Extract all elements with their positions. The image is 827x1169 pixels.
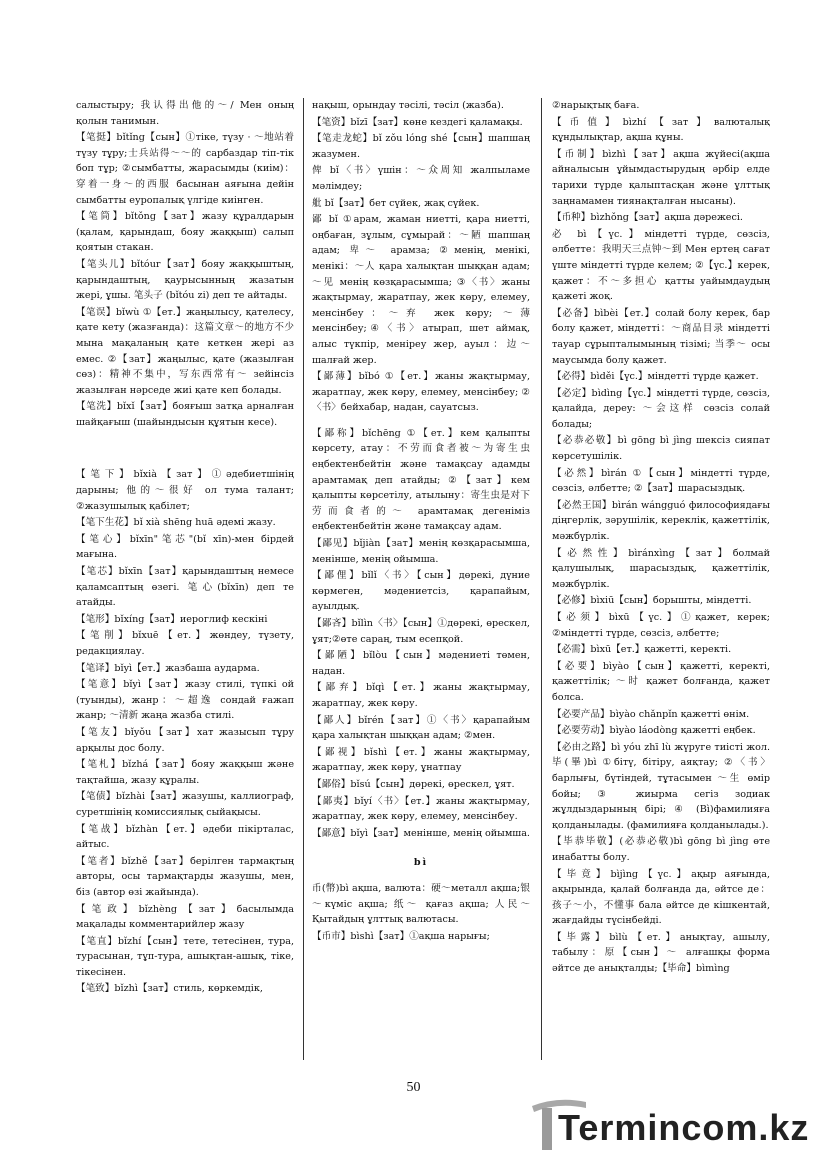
- entry: 【必备】bìbèi【ет.】солай болу керек, бар болу қажет, міндетті：～商品目录 міндетті тауар сұрыпталымының тізімі; 当季～ осы маусымда болу қажет.: [552, 307, 770, 366]
- entry: 【毕露】bìlù【ет.】анықтау, ашылу, табылу：原【сын】～ алғашқы форма әйтсе де анықталды;【毕命】bìmìng: [552, 931, 770, 975]
- termincom-logo: [528, 1094, 818, 1154]
- column-middle: [312, 98, 530, 1063]
- entry: 【鄙吝】bǐlìn〈书〉【сын】①дөрекі, өрескел, ұят;②өте сараң, тым есепқой.: [312, 618, 530, 645]
- entry: 【必然性】bìránxìng【зат】болмай қалушылық, шарасыздық, қажеттілік, мәжбүрлік.: [552, 547, 770, 590]
- entry: 【笔洗】bǐxǐ【зат】бояғыш затқа арналған шайқағыш (шайындысын құятын кесе).: [76, 401, 294, 428]
- column-divider: [541, 98, 542, 1060]
- entry: 【笔者】bǐzhě【зат】берілген тармақтың авторы, осы тармақтарды жазушы, мен, біз (автор өзі жайында).: [76, 855, 294, 898]
- entry: 【鄙见】bǐjiàn【зат】менің көзқарасымша, менінше, менің ойымша.: [312, 538, 530, 565]
- entry: 【笔心】bǐxīn"笔芯"(bǐ xīn)-мен бірдей мағына.: [76, 533, 294, 561]
- entry: 【笔芯】bǐxīn【зат】қарындаштың немесе қаламсаптың өзегі. 笔心(bǐxīn) деп те атайды.: [76, 566, 294, 609]
- entry: 鄙 bǐ ①арам, жаман ниетті, қара ниетті, оңбаған, зұлым, сұмырай：～陋 шапшаң адам; 卑～ арамза; ②менің, менікі, менікі：～人 қара халықтан шыққан адам; ～见 менің көзқарасымша; ③〈书〉жаны жақтырмау, жаратпау, жек көру, елемеу, менсінбеу：～弃 жек көру; ～薄 менсінбеу;④〈书〉атырап, шет аймақ, алыс түкпір, меніреу жер, ауыл：边～ шалғай жер.: [312, 214, 530, 366]
- entry: 【笔致】bǐzhì【зат】стиль, көркемдік,: [76, 983, 263, 995]
- entry: 【鄙人】bǐrén【зат】①〈书〉қарапайым қара халықтан шыққан адам; ②мен.: [312, 714, 530, 742]
- entry: 【币种】bìzhǒng【зат】ақша дәрежесі.: [552, 212, 743, 224]
- entry: 【必得】bìděi【үс.】міндетті түрде қажет.: [552, 371, 759, 383]
- entry: 舭 bǐ【зат】бет сүйек, жақ сүйек.: [312, 197, 480, 209]
- entry: 币(幣)bì ақша, валюта：硬～металл ақша;银～күміс ақша; 纸～ қағаз ақша; 人民～ Қытайдың ұлттық валютасы.: [312, 882, 530, 926]
- entry: 【笔头儿】bǐtóur【зат】бояу жаққыштың, қарындаштың, қаурысынның жазатын жері, ұшы. 笔头子 (bǐtóu zi) деп те айтады.: [76, 258, 294, 302]
- spacer: [312, 417, 530, 425]
- entry: 【笔友】bǐyǒu【зат】хат жазысып тұру арқылы дос болу.: [76, 726, 294, 754]
- entry: ②нарықтық баға.: [552, 100, 640, 111]
- entry: 【笔挺】bǐtǐng【сын】①тіке, түзу · ～地站着 түзу тұру;士兵站得～～的 сарбаздар тіп-тік боп тұр; ②сымбатты, жарасымды (киім)：穿着一身～的西服 басынан аяғына дейін сымбатты еуропалық үлгіде киінген.: [76, 132, 294, 206]
- entry: 【鄙称】bǐchēng ①【ет.】кем қалыпты көрсету, атау：不劳而食者被～为寄生虫 еңбектенбейтін және тамақсау адамды арамтамақ деп атайды; ②【зат】кем қалыпты көрсетілу, атылыну：寄生虫是对下劳而食者的～ арамтамақ дегеніміз еңбектенбейтін және тамақсау адам.: [312, 427, 530, 533]
- column-left: [76, 98, 294, 1063]
- entry: 【必要劳动】bìyào láodòng қажетті еңбек.: [552, 725, 756, 737]
- entry: 【必然】bìrán ①【сын】міндетті түрде, сөзсіз, әлбетте; ②【зат】шарасыздық.: [552, 467, 770, 495]
- entry: 【笔资】bǐzī【зат】көне кездегі қаламақы.: [312, 116, 523, 128]
- entry: 【必要产品】bìyào chǎnpǐn қажетті өнім.: [552, 708, 750, 720]
- entry: 【笔下生花】bǐ xià shēng huā әдемі жазу.: [76, 517, 276, 529]
- entry: 【鄙薄】bǐbó ①【ет.】жаны жақтырмау, жаратпау, жек көру, елемеу, менсінбеу; ②〈书〉бейхабар, надан, сауатсыз.: [312, 371, 530, 414]
- entry: 【笔削】bǐxuē【ет.】жөндеу, түзету, редакциялау.: [76, 630, 294, 657]
- spacer: [76, 452, 294, 466]
- entry: 【必恭必敬】bì gōng bì jìng шексіз сияпат көрсетушілік.: [552, 435, 770, 463]
- entry: 【笔札】bǐzhá【зат】бояу жаққыш және тақтайша, жазу құралы.: [76, 759, 294, 786]
- entry: нақыш, орындау тәсілі, тәсіл (жазба).: [312, 100, 504, 111]
- entry: 【笔下】bǐxià【зат】①әдебиетшінің дарыны; 他的～很好 ол тума талант; ②жазушылық қабілет;: [76, 469, 294, 512]
- section-heading: bì: [413, 857, 429, 869]
- entry: 【笔误】bǐwù ①【ет.】жаңылысу, қателесу, қате кету (жазғанда)：这篇文章～的地方不少 мына мақаланың қате кеткен жері аз емес. ②【зат】жаңылыс, қате (жазылған сөз)：精神不集中，写东西常有～ зейінсіз жазылған нәрседе жиі қате кеп болады.: [76, 306, 294, 396]
- column-right: [552, 98, 770, 1063]
- entry: 【毕恭毕敬】(必恭必敬)bì gōng bì jìng өте инабатты болу.: [552, 836, 770, 863]
- logo-text: Termincom.kz: [558, 1107, 810, 1148]
- column-divider: [303, 98, 304, 1060]
- entry: 【币市】bìshì【зат】①ақша нарығы;: [312, 930, 490, 942]
- page-number: 50: [406, 1080, 421, 1095]
- entry: 必 bì【үс.】міндетті түрде, сөзсіз, әлбетте：我明天三点钟～到 Мен ертең сағат үште міндетті түрде келем; ②【үс.】керек, қажет：不～多担心 қатты уайымдаудың қажеті жоқ.: [552, 228, 770, 303]
- entry: 【笔译】bǐyì【ет.】жазбаша аударма.: [76, 662, 260, 674]
- entry: 【笔意】bǐyì【зат】жазу стилі, түпкі ой (туынды), жанр：～超逸 сондай ғажап жанр; ～清新 жаңа жазба стилі.: [76, 679, 294, 722]
- entry: 【笔走龙蛇】bǐ zǒu lóng shé【сын】шапшаң жазумен.: [312, 133, 530, 160]
- entry: 【必由之路】bì yóu zhī lù жүруге тиісті жол.毕(畢)bì ①бітү, бітіру, аяқтау; ②〈书〉барлығы, бүтіндей, тұтасымен ～生 өмір бойы; ③ жиырма сегіз зодиак жұлдыздарының бірі; ④ (Bì)фамилияға қолданылады. (фамилияға қолданылады.).: [552, 741, 770, 831]
- entry: 【鄙俗】bǐsú【сын】дөрекі, өрескел, ұят.: [312, 778, 515, 790]
- entry: 俾 bǐ〈书〉үшін：～众周知 жалпыламе мәлімдеу;: [312, 165, 530, 192]
- entry: 【笔筒】bǐtǒng【зат】жазу құралдарын (қалам, қарындаш, бояу жаққыш) салып қоятын стакан.: [76, 211, 294, 254]
- entry: 【毕竟】bìjìng【үс.】ақыр аяғында, ақырында, қалай болғанда да, әйтсе де：孩子～小，不懂事 бала әйтсе де кішкентай, жағдайды түсінбейді.: [552, 868, 770, 927]
- entry: 【鄙弃】bǐqì【ет.】жаны жақтырмау, жаратпау, жек көру.: [312, 682, 530, 709]
- entry: 【鄙意】bǐyì【зат】менінше, менің ойымша.: [312, 827, 530, 839]
- entry: 【币值】bìzhí【зат】валюталық құндылықтар, ақша құны.: [552, 116, 770, 144]
- entry: 【必须】bìxū【үс.】①қажет, керек; ②міндетті түрде, сөзсіз, әлбетте;: [552, 612, 770, 639]
- entry: 【笔债】bǐzhài【зат】жазушы, каллиограф, суретшінің комиссиялық сыйақысы.: [76, 791, 294, 818]
- entry: 【笔形】bǐxíng【зат】иероглиф кескіні: [76, 613, 268, 625]
- entry: 【笔战】bǐzhàn【ет.】әдеби пікірталас, айтыс.: [76, 823, 294, 851]
- entry: 【鄙陋】bǐlòu【сын】мәдениеті төмен, надан.: [312, 650, 530, 677]
- entry: 【必修】bìxiū【сын】борышты, міндетті.: [552, 595, 752, 607]
- entry: 【必定】bìdìng【үс.】міндетті түрде, сөзсіз, қалайда, дереу: ～会这样 сөзсіз солай болады;: [552, 387, 770, 430]
- entry: 【鄙视】bǐshì【ет.】жаны жақтырмау, жаратпау, жек көру, ұнатпау: [312, 746, 530, 774]
- entry: 【币制】bìzhì【зат】ақша жүйесі(ақша айналысын ұйымдастырудың әрбір елде тарихи түрде қалыптасқан және ұлттық заңнамамен тиянақталған нысаны).: [552, 148, 770, 207]
- entry: 【笔政】bǐzhèng【зат】басылымда мақалады комментарийлер жазу: [76, 903, 294, 931]
- entry: 【必然王国】bìrán wángguó философиядағы діңгерлік, зәрушілік, кереклік, қажеттілік, мәжбүрлік.: [552, 499, 770, 543]
- entry: 【必要】bìyào【сын】қажетті, керекті, қажеттілік; ～时 қажет болғанда, қажет болса.: [552, 660, 770, 703]
- entry: салыстыру; 我认得出他的～/ Мен оның қолын танимын.: [76, 100, 294, 127]
- entry: 【必需】bìxū【ет.】қажетті, керекті.: [552, 644, 732, 656]
- entry: 【笔直】bǐzhí【сын】тете, тетесінен, тура, турасынан, тұп-тура, ашықтан-ашық, тіке, тікесінен.: [76, 935, 294, 978]
- entry: 【鄙夷】bǐyí〈书〉【ет.】жаны жақтырмау, жаратпау, жек көру, елемеу, менсінбеу.: [312, 795, 530, 823]
- entry: 【鄙俚】bǐlǐ〈书〉【сын】дөрекі, дүние көрмеген, мәдениетсіз, қарапайым, ауылдық.: [312, 570, 530, 613]
